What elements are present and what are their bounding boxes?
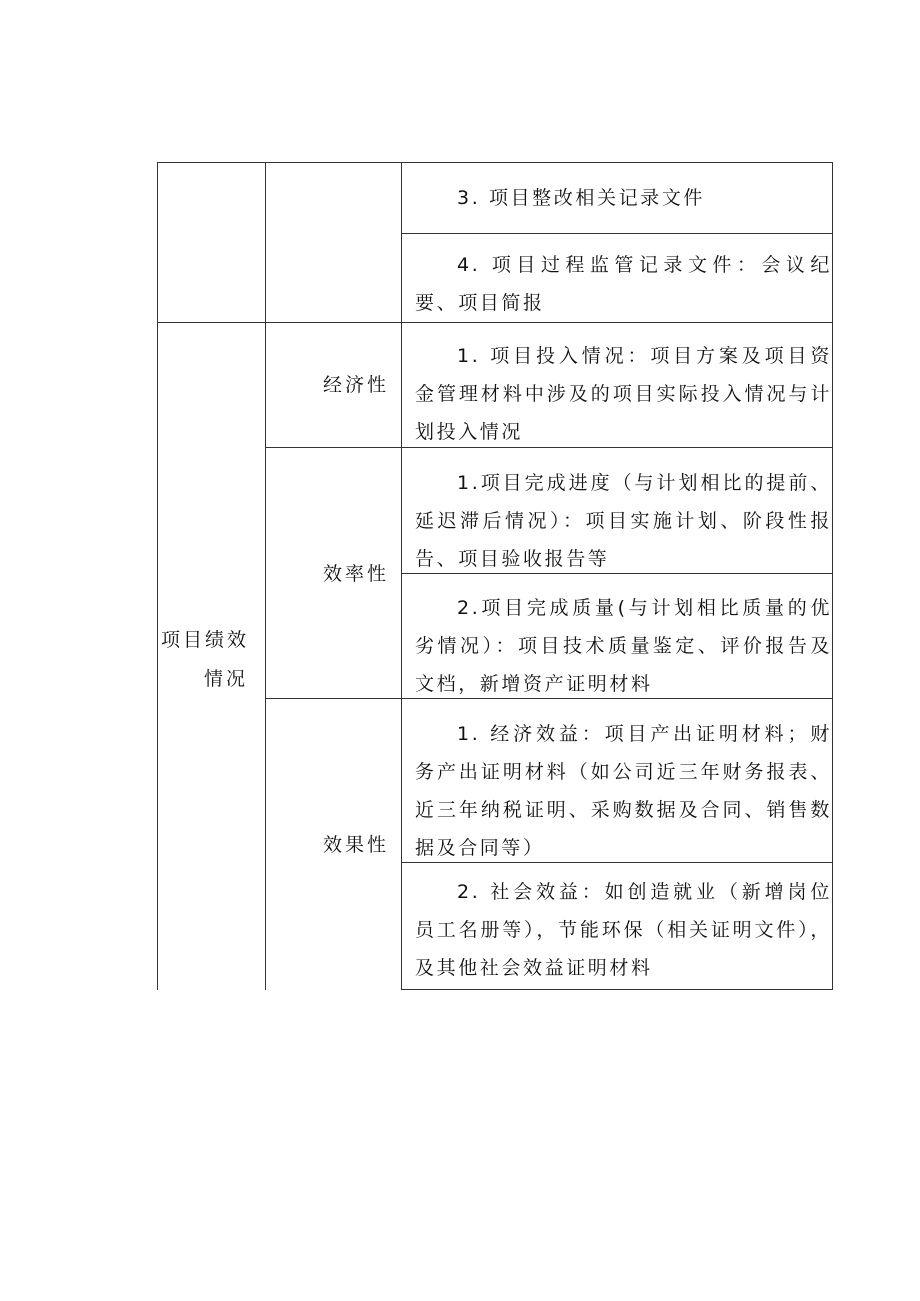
cell-economic-benefit [415,715,832,867]
column-divider [401,162,402,990]
category-effectiveness: 效果性 [323,834,390,856]
row-divider [401,233,833,234]
category-efficiency: 效率性 [323,563,390,585]
cell-text: 1. 项目投入情况：项目方案及项目资金管理材料中涉及的项目实际投入情况与计划投入情况 [415,345,832,443]
cell-quality [415,589,832,703]
cell-text: 1. 经济效益：项目产出证明材料；财务产出证明材料（如公司近三年财务报表、近三年纳税证明、采购数据及合同、销售数据及合同等） [415,723,832,859]
cell-investment [415,337,832,451]
category-economy: 经济性 [323,374,390,396]
cell-text: 2. 社会效益：如创造就业（新增岗位员工名册等），节能环保（相关证明文件），及其他社会效益证明材料 [415,881,832,979]
cell-text: 3. 项目整改相关记录文件 [457,187,705,209]
group-label-line1: 项目绩效 [161,629,250,651]
table-border-left [157,162,158,990]
cell-text: 1.项目完成进度（与计划相比的提前、延迟滞后情况）：项目实施计划、阶段性报告、项目验收报告等 [415,472,832,570]
column-divider [265,162,266,990]
table-border-top [157,162,833,163]
cell-rectification-records [415,179,832,217]
cell-text: 2.项目完成质量(与计划相比质量的优劣情况）：项目技术质量鉴定、评价报告及文档，新增资产证明材料 [415,597,832,695]
cell-social-benefit [415,873,832,987]
table-border-bottom [401,989,833,990]
table-border-right [832,162,833,990]
row-divider [157,322,833,323]
cell-text: 4. 项目过程监管记录文件：会议纪要、项目简报 [415,254,832,314]
cell-progress [415,464,832,578]
group-label-line2: 情况 [204,668,249,690]
cell-supervision-records [415,246,832,322]
